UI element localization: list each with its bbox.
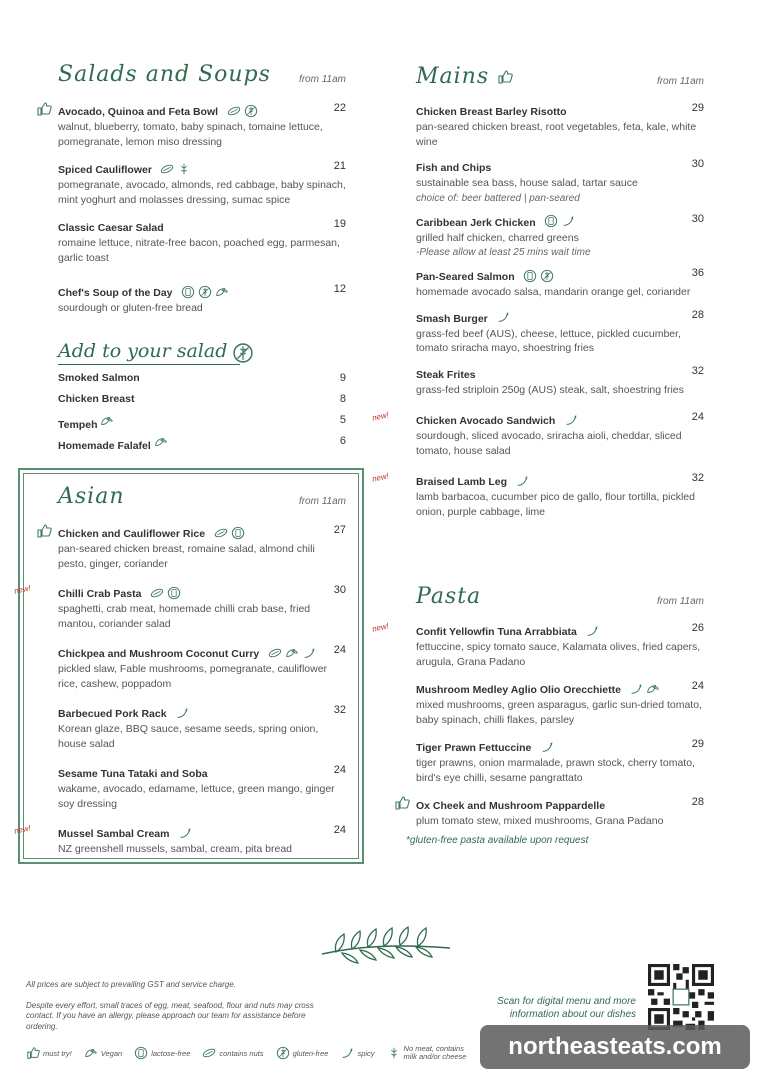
menu-item	[394, 213, 704, 259]
item-name: Smash Burger	[416, 312, 488, 325]
legend-item	[276, 1046, 329, 1060]
new-badge: new!	[13, 823, 32, 836]
salads-title: Salads and Soups	[58, 62, 271, 87]
watermark: northeasteats.com	[480, 1025, 750, 1069]
pasta-note: *gluten-free pasta available upon request	[406, 834, 589, 846]
gluten-free-icon	[244, 104, 258, 118]
item-description: pan-seared chicken breast, romaine salad, almond chili pesto, ginger, coriander	[58, 543, 315, 570]
salads-section	[36, 62, 346, 326]
legend-label: gluten-free	[292, 1048, 329, 1058]
vegan-icon	[84, 1046, 98, 1060]
item-price: 32	[691, 364, 704, 377]
item-description: tiger prawns, onion marmalade, prawn stock, cherry tomato, bird's eye chilli, sesame pangrattato	[416, 757, 695, 784]
lactose-free-icon	[523, 269, 537, 283]
footer-notes	[26, 980, 326, 1032]
menu-item	[36, 764, 346, 811]
item-price: 29	[691, 102, 704, 114]
item-description: sourdough, sliced avocado, sriracha aioli, cheddar, sliced tomato, house salad	[416, 430, 682, 457]
legend-label: contains nuts	[219, 1048, 264, 1058]
menu-item	[394, 102, 704, 149]
item-description: pan-seared chicken breast, root vegetables, feta, kale, white wine	[416, 121, 697, 148]
item-name: Barbecued Pork Rack	[58, 708, 167, 720]
item-description: plum tomato stew, mixed mushrooms, Grana Padano	[416, 815, 664, 827]
menu-item	[394, 309, 704, 356]
item-name: Chicken and Cauliflower Rice	[58, 528, 206, 540]
item-name: Smoked Salmon	[58, 372, 140, 384]
pasta-section	[371, 584, 704, 846]
menu-item	[36, 283, 346, 316]
item-description: spaghetti, crab meat, homemade chilli crab base, fried mantou, coriander salad	[58, 603, 311, 630]
legend-label: lactose-free	[151, 1048, 191, 1058]
item-name: Pan-Seared Salmon	[416, 271, 515, 283]
spicy-icon	[340, 1046, 354, 1060]
add-item	[36, 372, 346, 393]
item-name: Confit Yellowfin Tuna Arrabbiata	[416, 626, 577, 638]
item-description: NZ greenshell mussels, sambal, cream, pita bread	[58, 843, 293, 855]
new-badge: new!	[371, 621, 390, 634]
legend-item	[134, 1046, 190, 1060]
menu-item	[371, 410, 704, 458]
item-description: grass-fed beef (AUS), cheese, lettuce, pickled cucumber, tomato sriracha mayo, shoestring fries	[416, 327, 681, 354]
item-name: Chilli Crab Pasta	[58, 588, 142, 600]
legend-item	[340, 1046, 374, 1060]
legend-label: must try!	[43, 1048, 72, 1058]
gst-note: All prices are subject to prevailing GST and service charge.	[26, 980, 236, 989]
salads-header	[36, 62, 346, 102]
legend-item	[26, 1046, 72, 1060]
gluten-free-icon	[232, 342, 254, 364]
menu-item	[371, 471, 704, 519]
nuts-icon	[268, 646, 282, 660]
item-description: fettuccine, spicy tomato sauce, Kalamata olives, fried capers, arugula, Grana Padano	[416, 641, 701, 668]
item-price: 24	[691, 680, 704, 692]
asian-header	[36, 484, 346, 524]
menu-item	[394, 796, 704, 829]
menu-item	[394, 365, 704, 398]
menu-item	[36, 102, 346, 149]
item-price: 24	[691, 411, 704, 423]
item-price: 29	[691, 738, 704, 750]
item-price: 12	[333, 283, 346, 295]
item-price: 28	[691, 796, 704, 808]
item-name: Ox Cheek and Mushroom Pappardelle	[416, 800, 606, 812]
item-name: Mussel Sambal Cream	[58, 828, 170, 840]
spicy-icon	[515, 474, 529, 488]
menu-item	[394, 158, 704, 204]
item-price: 9	[339, 372, 346, 384]
spicy-icon	[564, 413, 578, 427]
legend-item	[202, 1046, 263, 1060]
vegan-icon	[154, 435, 168, 449]
spicy-icon	[540, 740, 554, 754]
item-description: lamb barbacoa, cucumber pico de gallo, flour tortilla, pickled onion, purple cabbage, lime	[416, 491, 695, 518]
item-name: Tempeh	[58, 419, 98, 431]
mains-title	[416, 64, 513, 89]
item-description: sustainable sea bass, house salad, tartar sauce	[416, 177, 638, 189]
gluten-free-icon	[276, 1046, 290, 1060]
legend-item	[84, 1046, 122, 1060]
item-price: 21	[333, 160, 346, 172]
gluten-free-icon	[198, 285, 212, 299]
lactose-free-icon	[231, 526, 245, 540]
menu-item	[36, 160, 346, 207]
item-name: Homemade Falafel	[58, 440, 151, 452]
item-name: Chicken Breast	[58, 393, 135, 405]
add-item	[36, 393, 346, 414]
must-try-icon	[36, 523, 52, 539]
menu-item	[13, 823, 346, 857]
item-name: Sesame Tuna Tataki and Soba	[58, 768, 208, 780]
item-description: romaine lettuce, nitrate-free bacon, poached egg, parmesan, garlic toast	[58, 237, 340, 264]
menu-item	[36, 704, 346, 751]
lactose-free-icon	[134, 1046, 148, 1060]
vegan-icon	[100, 414, 114, 428]
item-description: grilled half chicken, charred greens	[416, 231, 579, 244]
legend-label: spicy	[357, 1048, 375, 1058]
no-meat-icon	[177, 162, 191, 176]
item-name: Chicken Breast Barley Risotto	[416, 106, 567, 118]
new-badge: new!	[13, 583, 32, 596]
item-name: Chickpea and Mushroom Coconut Curry	[58, 648, 260, 660]
nuts-icon	[160, 162, 174, 176]
menu-item	[36, 644, 346, 691]
menu-item	[394, 738, 704, 785]
item-description: sourdough or gluten-free bread	[58, 302, 203, 314]
item-description: mixed mushrooms, green asparagus, garlic sun-dried tomato, baby spinach, chilli flakes, parsley	[416, 699, 702, 726]
item-price: 28	[691, 308, 704, 321]
item-name: Fish and Chips	[416, 162, 492, 174]
item-price: 6	[339, 435, 346, 447]
item-description: grass-fed striploin 250g (AUS) steak, salt, shoestring fries	[416, 383, 684, 396]
item-price: 8	[339, 393, 346, 405]
item-name: Tiger Prawn Fettuccine	[416, 742, 532, 754]
item-name: Chicken Avocado Sandwich	[416, 415, 556, 427]
allergy-note: Despite every effort, small traces of egg, meat, seafood, flour and nuts may cross contact. If you have an allergy, please approach our team for assistance before ordering.	[26, 1000, 314, 1031]
item-price: 32	[691, 472, 704, 484]
nuts-icon	[214, 526, 228, 540]
lactose-free-icon	[167, 586, 181, 600]
nuts-icon	[150, 586, 164, 600]
lactose-free-icon	[181, 285, 195, 299]
item-price: 30	[691, 158, 704, 170]
mains-subtitle: from 11am	[656, 76, 704, 87]
item-name: Chef's Soup of the Day	[58, 287, 173, 299]
item-name: Steak Frites	[416, 368, 476, 381]
gluten-free-icon	[540, 269, 554, 283]
menu-item	[371, 621, 704, 669]
vegan-icon	[646, 682, 660, 696]
lactose-free-icon	[544, 214, 558, 228]
menu-item	[394, 267, 704, 300]
add-item	[36, 414, 346, 435]
vegan-icon	[215, 285, 229, 299]
add-underline	[58, 364, 240, 365]
must-try-icon	[36, 101, 52, 117]
item-note: choice of: beer battered | pan-seared	[416, 192, 580, 204]
new-badge: new!	[371, 410, 390, 423]
item-price: 24	[333, 764, 346, 776]
mains-section	[371, 64, 704, 529]
item-price: 22	[333, 102, 346, 114]
mains-header	[394, 64, 704, 102]
item-name: Caribbean Jerk Chicken	[416, 216, 536, 229]
legend-item	[387, 1045, 474, 1061]
item-description: wakame, avocado, edamame, lettuce, green mango, ginger soy dressing	[58, 783, 335, 810]
spicy-icon	[178, 826, 192, 840]
item-price: 5	[339, 414, 346, 426]
must-try-icon	[394, 795, 410, 811]
item-description: pickled slaw, Fable mushrooms, pomegranate, cauliflower rice, cashew, poppadom	[58, 663, 328, 690]
new-badge: new!	[371, 471, 390, 484]
add-title: Add to your salad	[58, 340, 228, 362]
mains-title-text: Mains	[416, 64, 490, 89]
legend-label: Vegan	[100, 1048, 123, 1058]
nuts-icon	[227, 104, 241, 118]
salads-subtitle: from 11am	[298, 74, 346, 85]
spicy-icon	[302, 646, 316, 660]
item-price: 32	[333, 704, 346, 716]
menu-item	[394, 680, 704, 727]
pasta-header	[394, 584, 704, 622]
item-name: Classic Caesar Salad	[58, 222, 164, 234]
asian-section	[13, 484, 346, 867]
spicy-icon	[561, 214, 575, 228]
item-price: 19	[333, 218, 346, 230]
asian-subtitle: from 11am	[298, 496, 346, 507]
item-price: 30	[691, 212, 704, 225]
leaf-sprig-icon	[318, 924, 454, 970]
item-price: 27	[333, 524, 346, 536]
menu-item	[36, 218, 346, 265]
item-price: 30	[333, 584, 346, 596]
item-price: 24	[333, 824, 346, 836]
add-item	[36, 435, 346, 456]
item-name: Mushroom Medley Aglio Olio Orecchiette	[416, 684, 621, 696]
spicy-icon	[629, 682, 643, 696]
qr-code-icon[interactable]	[648, 964, 714, 1030]
item-name: Braised Lamb Leg	[416, 476, 508, 488]
pasta-subtitle: from 11am	[656, 596, 704, 607]
item-price: 26	[691, 622, 704, 634]
legend-label: No meat, contains milk and/or cheese	[403, 1044, 467, 1061]
item-name: Spiced Cauliflower	[58, 164, 152, 176]
item-description: walnut, blueberry, tomato, baby spinach, tomaine lettuce, pomegranate, lemon miso dressing	[58, 121, 323, 148]
item-description: homemade avocado salsa, mandarin orange gel, coriander	[416, 286, 691, 298]
nuts-icon	[202, 1046, 216, 1060]
scan-note: Scan for digital menu and more information about our dishes	[497, 996, 636, 1020]
must-try-icon	[26, 1046, 40, 1060]
item-note: -Please allow at least 25 mins wait time	[416, 247, 591, 258]
spicy-icon	[175, 706, 189, 720]
no-meat-icon	[387, 1046, 401, 1060]
item-description: Korean glaze, BBQ sauce, sesame seeds, spring onion, house salad	[58, 723, 319, 750]
add-section	[36, 340, 346, 456]
must-try-icon	[497, 69, 513, 85]
vegan-icon	[285, 646, 299, 660]
spicy-icon	[585, 624, 599, 638]
pasta-title: Pasta	[416, 584, 482, 609]
menu-item	[36, 524, 346, 571]
spicy-icon	[496, 310, 510, 324]
asian-title: Asian	[58, 484, 125, 509]
item-price: 24	[333, 644, 346, 656]
item-price: 36	[691, 267, 704, 279]
menu-item	[13, 583, 346, 631]
icon-legend	[26, 1045, 474, 1061]
item-description: pomegranate, avocado, almonds, red cabbage, baby spinach, mint yoghurt and molasses dressing, sumac spice	[58, 179, 346, 206]
item-name: Avocado, Quinoa and Feta Bowl	[58, 106, 219, 118]
